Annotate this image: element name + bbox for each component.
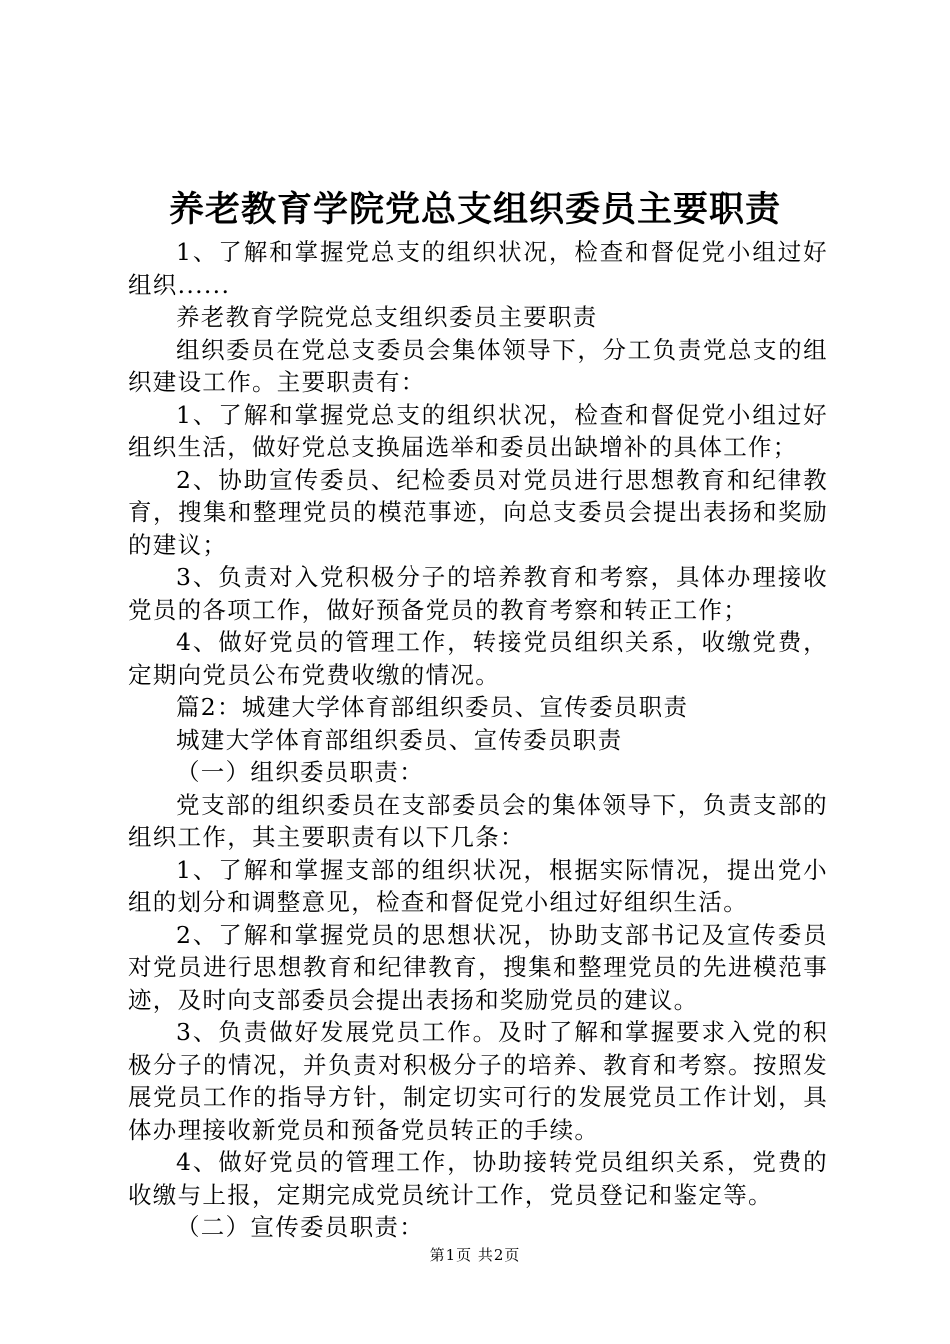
paragraph-14: 3、负责做好发展党员工作。及时了解和掌握要求入党的积极分子的情况，并负责对积极分子的培养、教育和考察。按照发展党员工作的指导方针，制定切实可行的发展党员工作计划，具体办理接收新党员和预备党员转正的手续。: [128, 1018, 828, 1144]
paragraph-1: 1、了解和掌握党总支的组织状况，检查和督促党小组过好组织......: [128, 238, 828, 299]
document-body: [128, 236, 828, 1244]
paragraph-3: 组织委员在党总支委员会集体领导下，分工负责党总支的组织建设工作。主要职责有：: [128, 335, 828, 396]
paragraph-2: 养老教育学院党总支组织委员主要职责: [176, 303, 598, 331]
page-footer: 第1页 共2页: [429, 1246, 521, 1264]
paragraph-6: 3、负责对入党积极分子的培养教育和考察，具体办理接收党员的各项工作，做好预备党员的教育考察和转正工作；: [128, 563, 828, 624]
paragraph-16: （二）宣传委员职责：: [176, 1213, 424, 1241]
paragraph-9: 城建大学体育部组织委员、宣传委员职责: [176, 725, 623, 754]
document-title: 养老教育学院党总支组织委员主要职责: [168, 189, 781, 230]
paragraph-15: 4、做好党员的管理工作，协助接转党员组织关系，党费的收缴与上报，定期完成党员统计工作，党员登记和鉴定等。: [128, 1148, 828, 1209]
paragraph-12: 1、了解和掌握支部的组织状况，根据实际情况，提出党小组的划分和调整意见，检查和督促党小组过好组织生活。: [128, 855, 828, 916]
paragraph-8: 篇2：城建大学体育部组织委员、宣传委员职责: [176, 693, 689, 721]
paragraph-5: 2、协助宣传委员、纪检委员对党员进行思想教育和纪律教育，搜集和整理党员的模范事迹，向总支委员会提出表扬和奖励的建议；: [128, 465, 828, 559]
paragraph-10: （一）组织委员职责：: [176, 758, 424, 786]
paragraph-7: 4、做好党员的管理工作，转接党员组织关系，收缴党费，定期向党员公布党费收缴的情况。: [128, 628, 828, 689]
paragraph-11: 党支部的组织委员在支部委员会的集体领导下，负责支部的组织工作，其主要职责有以下几条：: [128, 790, 828, 851]
paragraph-13: 2、了解和掌握党员的思想状况，协助支部书记及宣传委员对党员进行思想教育和纪律教育，搜集和整理党员的先进模范事迹，及时向支部委员会提出表扬和奖励党员的建议。: [128, 920, 828, 1014]
paragraph-4: 1、了解和掌握党总支的组织状况，检查和督促党小组过好组织生活，做好党总支换届选举和委员出缺增补的具体工作；: [128, 400, 828, 461]
